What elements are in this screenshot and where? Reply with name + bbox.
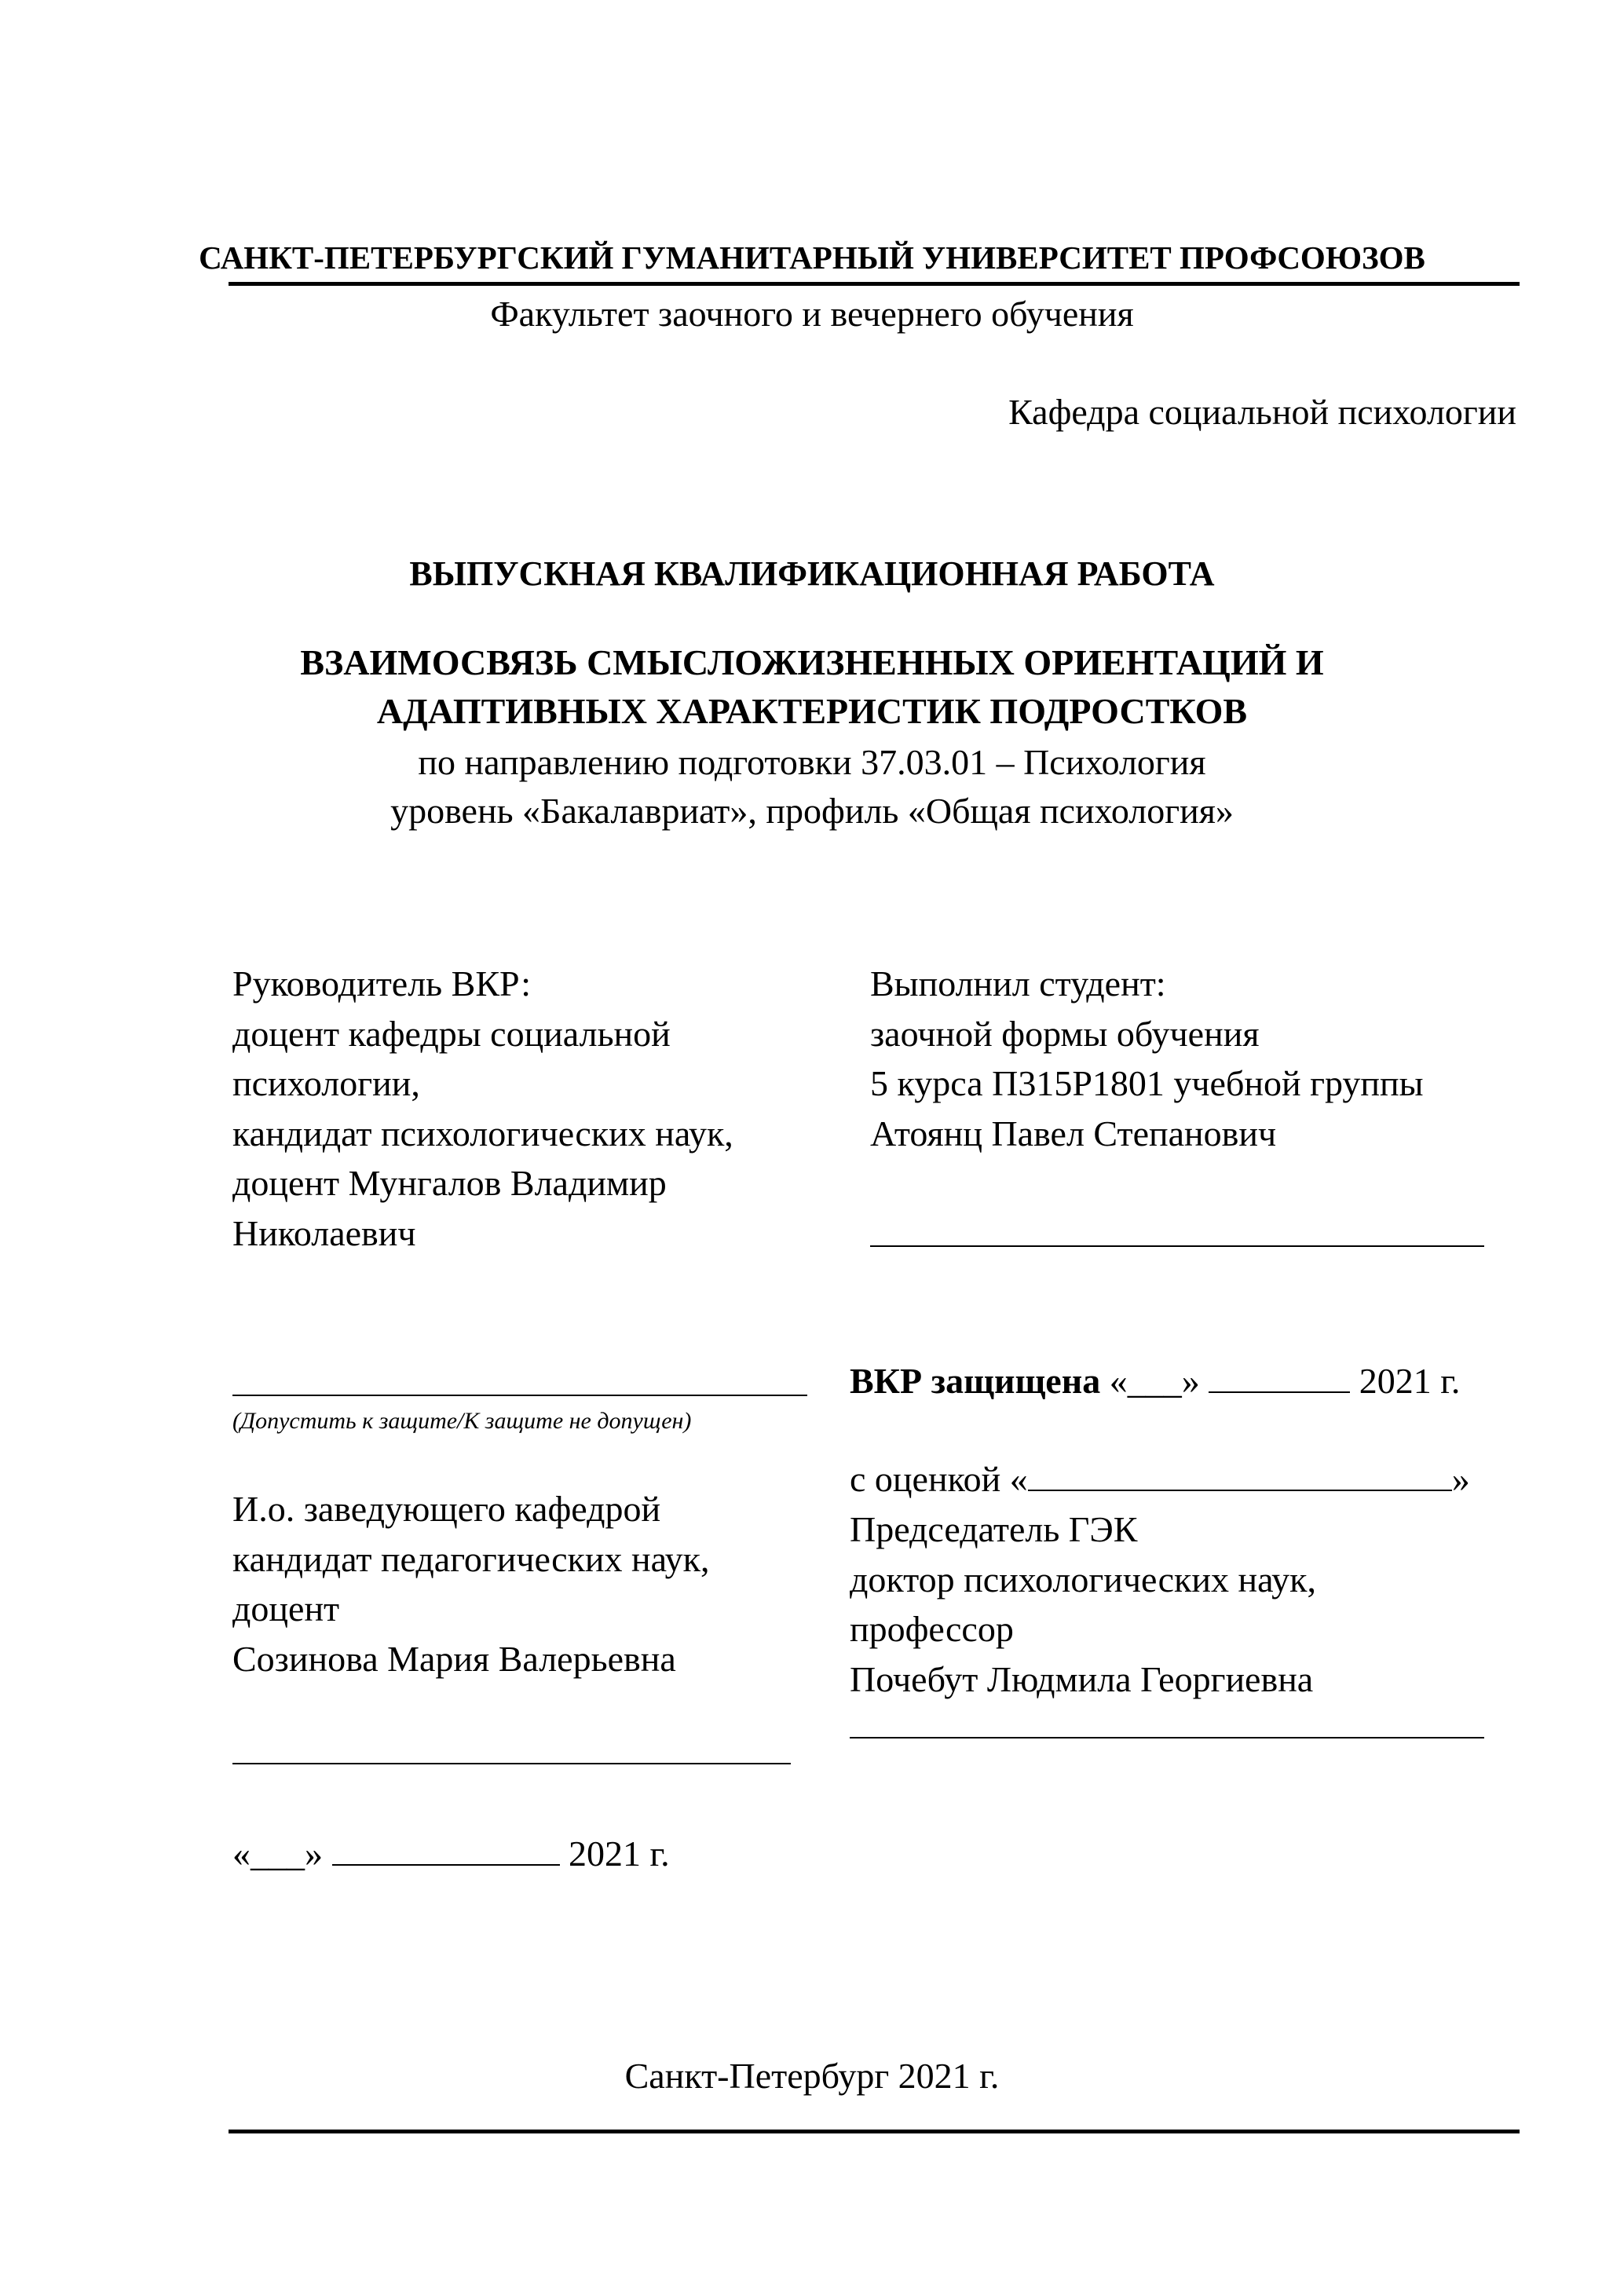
supervisor-line: психологии, — [232, 1063, 420, 1103]
student-block — [870, 959, 1424, 1158]
grade-line — [850, 1454, 1470, 1504]
work-type: ВЫПУСКНАЯ КВАЛИФИКАЦИОННАЯ РАБОТА — [409, 554, 1215, 593]
student-line: Атоянц Павел Степанович — [870, 1113, 1277, 1153]
supervisor-line: кандидат психологических наук, — [232, 1113, 733, 1153]
student-line: 5 курса П315Р1801 учебной группы — [870, 1063, 1424, 1103]
supervisor-line: доцент кафедры социальной — [232, 1013, 671, 1054]
admission-month-blank — [332, 1834, 560, 1866]
supervisor-line: Руководитель ВКР: — [232, 963, 532, 1004]
defense-label: ВКР защищена — [850, 1361, 1101, 1401]
head-signature-line — [232, 1763, 791, 1764]
head-line: доцент — [232, 1589, 340, 1629]
admission-year: 2021 г. — [569, 1834, 670, 1874]
chair-line: Председатель ГЭК — [850, 1509, 1138, 1549]
grade-blank — [1028, 1460, 1452, 1491]
direction: по направлению подготовки 37.03.01 – Психология — [418, 742, 1206, 782]
city-year: Санкт-Петербург 2021 г. — [624, 2056, 1000, 2096]
head-line: И.о. заведующего кафедрой — [232, 1489, 661, 1529]
defense-month-blank — [1209, 1362, 1350, 1393]
head-block — [232, 1484, 710, 1684]
defense-year: 2021 г. — [1359, 1361, 1461, 1401]
student-signature-line — [870, 1245, 1484, 1247]
admission-date-open: «___» — [232, 1834, 323, 1874]
grade-close: » — [1451, 1459, 1470, 1499]
level-profile: уровень «Бакалавриат», профиль «Общая психология» — [390, 791, 1234, 831]
chair-block — [850, 1504, 1316, 1704]
department-name: Кафедра социальной психологии — [1008, 392, 1516, 432]
student-line: заочной формы обучения — [870, 1013, 1260, 1054]
header-rule — [229, 282, 1520, 286]
supervisor-block — [232, 959, 733, 1258]
defense-date — [850, 1356, 1460, 1406]
head-line: кандидат педагогических наук, — [232, 1538, 710, 1579]
grade-label: с оценкой « — [850, 1459, 1028, 1499]
student-line: Выполнил студент: — [870, 963, 1166, 1004]
faculty-name: Факультет заочного и вечернего обучения — [490, 294, 1134, 334]
head-line: Созинова Мария Валерьевна — [232, 1638, 676, 1679]
defense-date-open: «___» — [1109, 1361, 1200, 1401]
chair-line: Почебут Людмила Георгиевна — [850, 1658, 1314, 1699]
admission-note: (Допустить к защите/К защите не допущен) — [232, 1408, 692, 1434]
supervisor-line: доцент Мунгалов Владимир — [232, 1163, 667, 1203]
topic-line-2: АДАПТИВНЫХ ХАРАКТЕРИСТИК ПОДРОСТКОВ — [376, 691, 1248, 731]
chair-line: доктор психологических наук, — [850, 1559, 1317, 1600]
supervisor-line: Николаевич — [232, 1212, 416, 1253]
topic-line-1: ВЗАИМОСВЯЗЬ СМЫСЛОЖИЗНЕННЫХ ОРИЕНТАЦИЙ И — [300, 642, 1324, 682]
chair-signature-line — [850, 1737, 1484, 1738]
university-name: САНКТ-ПЕТЕРБУРГСКИЙ ГУМАНИТАРНЫЙ УНИВЕРСИТЕТ ПРОФСОЮЗОВ — [199, 239, 1425, 276]
footer-rule — [229, 2130, 1520, 2133]
admission-date — [232, 1829, 670, 1879]
chair-line: профессор — [850, 1609, 1014, 1649]
